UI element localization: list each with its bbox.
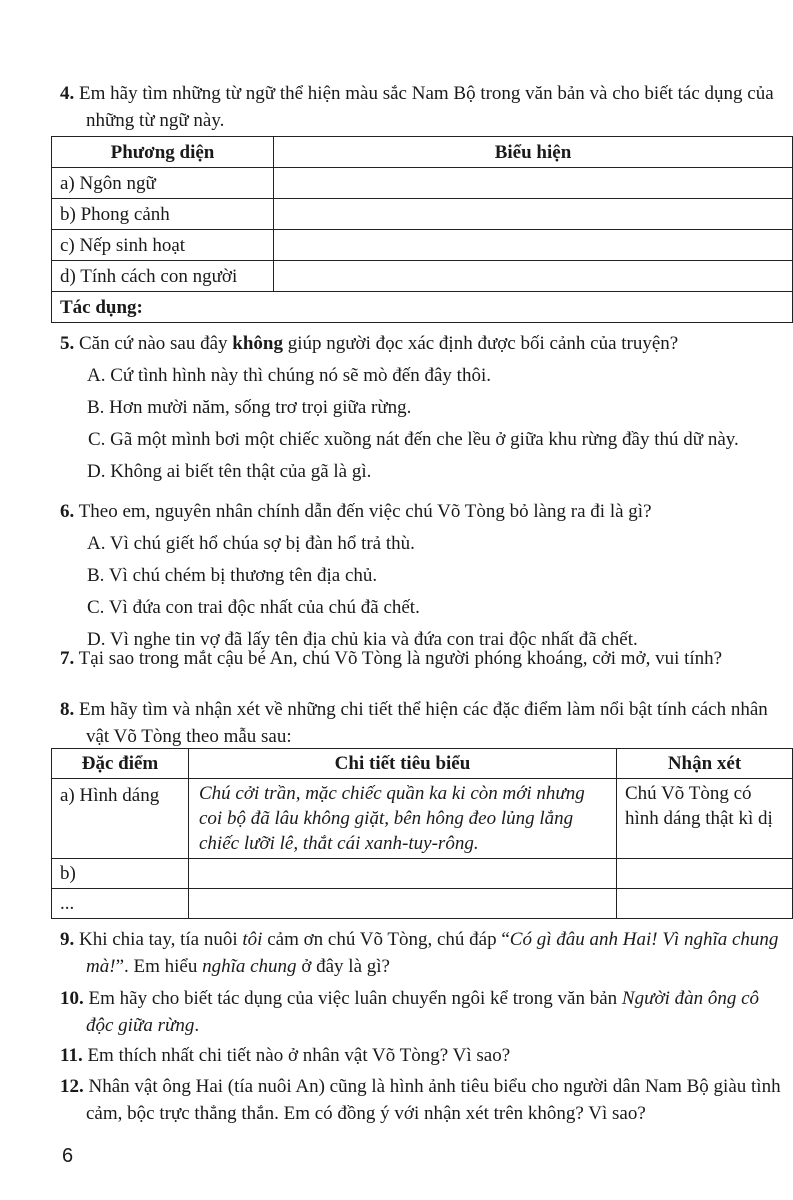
table-header: Đặc điểm xyxy=(52,749,189,779)
table-cell: a) Hình dáng xyxy=(52,779,189,859)
italic-title: Người đàn ông cô độc giữa rừng xyxy=(86,988,760,1036)
table-row xyxy=(52,261,793,292)
question-number: 9. xyxy=(60,929,75,950)
question-9 xyxy=(60,926,790,980)
table-regional-features xyxy=(51,136,793,323)
question-number: 10. xyxy=(60,988,84,1009)
question-number: 8. xyxy=(60,699,75,720)
question-text: Em hãy tìm những từ ngữ thể hiện màu sắc Nam Bộ trong văn bản và cho biết tác dụng của những từ ngữ này. xyxy=(79,83,774,131)
table-row xyxy=(52,859,793,889)
table-cell: ... xyxy=(52,889,189,919)
question-12 xyxy=(60,1073,790,1127)
option-a: A. Cứ tình hình này thì chúng nó sẽ mò đến đây thôi. xyxy=(87,365,491,386)
table-row xyxy=(52,889,793,919)
question-number: 6. xyxy=(60,501,75,522)
table-row xyxy=(52,779,793,859)
question-text: ở đây là gì? xyxy=(296,956,390,977)
question-number: 5. xyxy=(60,333,75,354)
question-text: Em thích nhất chi tiết nào ở nhân vật Võ Tòng? Vì sao? xyxy=(87,1045,511,1066)
question-text: Tại sao trong mắt cậu bé An, chú Võ Tòng là người phóng khoáng, cởi mở, vui tính? xyxy=(78,648,723,669)
question-text: giúp người đọc xác định được bối cảnh của truyện? xyxy=(282,333,679,354)
option-b: B. Hơn mười năm, sống trơ trọi giữa rừng. xyxy=(87,397,412,418)
table-cell-empty xyxy=(617,889,793,919)
table-cell-empty xyxy=(274,168,793,199)
question-text: Em hãy cho biết tác dụng của việc luân chuyển ngôi kể trong văn bản xyxy=(88,988,622,1009)
table-cell-empty xyxy=(189,859,617,889)
table-cell-empty xyxy=(274,199,793,230)
table-cell: d) Tính cách con người xyxy=(52,261,274,292)
table-cell-empty xyxy=(617,859,793,889)
table-cell-empty xyxy=(189,889,617,919)
question-5 xyxy=(60,330,790,485)
option-d: D. Vì nghe tin vợ đã lấy tên địa chủ kia và đứa con trai độc nhất đã chết. xyxy=(87,629,638,650)
table-cell: c) Nếp sinh hoạt xyxy=(52,230,274,261)
option-d: D. Không ai biết tên thật của gã là gì. xyxy=(87,461,372,482)
table-cell-empty xyxy=(274,261,793,292)
table-header: Biểu hiện xyxy=(274,137,793,168)
question-text: ”. Em hiểu xyxy=(115,956,203,977)
italic-text: tôi xyxy=(242,929,263,950)
question-number: 11. xyxy=(60,1045,83,1066)
question-11 xyxy=(60,1042,790,1069)
table-cell-detail: Chú cởi trần, mặc chiếc quần ka ki còn mới nhưng coi bộ đã lâu không giặt, bên hông đeo lủng lẳng chiếc lưỡi lê, thắt cái xanh-tuy-rông. xyxy=(189,779,617,859)
question-text: Khi chia tay, tía nuôi xyxy=(79,929,243,950)
table-header: Phương diện xyxy=(52,137,274,168)
table-cell: a) Ngôn ngữ xyxy=(52,168,274,199)
table-row xyxy=(52,199,793,230)
question-text: cảm ơn chú Võ Tòng, chú đáp “ xyxy=(262,929,510,950)
question-number: 7. xyxy=(60,648,75,669)
question-text: Căn cứ nào sau đây xyxy=(79,333,233,354)
table-header: Nhận xét xyxy=(617,749,793,779)
question-number: 12. xyxy=(60,1076,84,1097)
question-10 xyxy=(60,985,790,1039)
option-a: A. Vì chú giết hổ chúa sợ bị đàn hổ trả thù. xyxy=(87,533,415,554)
table-footer: Tác dụng: xyxy=(52,292,793,323)
option-c: C. Gã một mình bơi một chiếc xuồng nát đến che lều ở giữa khu rừng đầy thú dữ này. xyxy=(88,429,739,450)
italic-text: nghĩa chung xyxy=(202,956,297,977)
option-b: B. Vì chú chém bị thương tên địa chủ. xyxy=(87,565,378,586)
question-text: Em hãy tìm và nhận xét về những chi tiết thể hiện các đặc điểm làm nổi bật tính cách nhân vật Võ Tòng theo mẫu sau: xyxy=(79,699,768,747)
page-number: 6 xyxy=(62,1145,74,1167)
table-cell-empty xyxy=(274,230,793,261)
italic-quote: Có gì đâu anh Hai! Vì nghĩa chung mà! xyxy=(86,929,779,977)
question-text: . xyxy=(194,1015,200,1036)
table-header: Chi tiết tiêu biểu xyxy=(189,749,617,779)
table-cell: b) Phong cảnh xyxy=(52,199,274,230)
option-c: C. Vì đứa con trai độc nhất của chú đã chết. xyxy=(87,597,420,618)
table-row xyxy=(52,292,793,323)
question-8 xyxy=(60,696,790,750)
table-character-traits xyxy=(51,748,793,919)
table-row xyxy=(52,230,793,261)
question-text: Nhân vật ông Hai (tía nuôi An) cũng là hình ảnh tiêu biểu cho người dân Nam Bộ giàu tình cảm, bộc trực thẳng thắn. Em có đồng ý với nhận xét trên không? Vì sao? xyxy=(86,1076,781,1124)
table-cell-remark: Chú Võ Tòng có hình dáng thật kì dị xyxy=(617,779,793,859)
question-7 xyxy=(60,645,790,672)
emphasis: không xyxy=(232,333,283,354)
table-cell: b) xyxy=(52,859,189,889)
question-6 xyxy=(60,498,790,653)
question-number: 4. xyxy=(60,83,75,104)
question-4 xyxy=(60,80,790,134)
question-text: Theo em, nguyên nhân chính dẫn đến việc chú Võ Tòng bỏ làng ra đi là gì? xyxy=(78,501,652,522)
table-row xyxy=(52,168,793,199)
